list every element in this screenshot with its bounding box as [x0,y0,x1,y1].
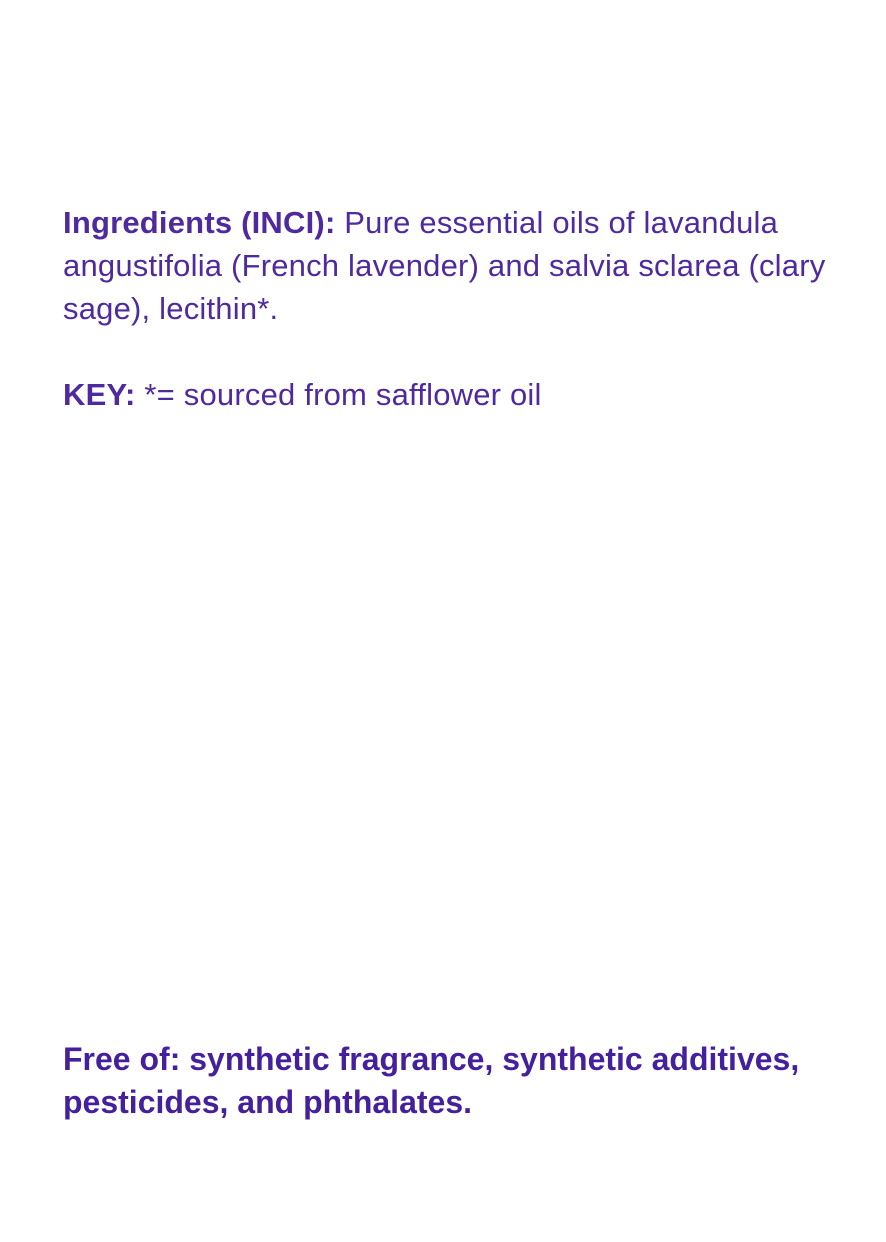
key-label: KEY: [63,377,136,412]
key-paragraph [63,373,843,416]
ingredients-text: Pure essential oils of lavandula angustifolia (French lavender) and salvia sclarea (clary sage), lecithin*. [63,205,826,326]
free-of-paragraph: Free of: synthetic fragrance, synthetic additives, pesticides, and phthalates. [63,1041,800,1120]
ingredients-label: Ingredients (INCI): [63,205,336,240]
ingredients-paragraph [63,201,843,330]
key-text: *= sourced from safflower oil [144,377,542,412]
